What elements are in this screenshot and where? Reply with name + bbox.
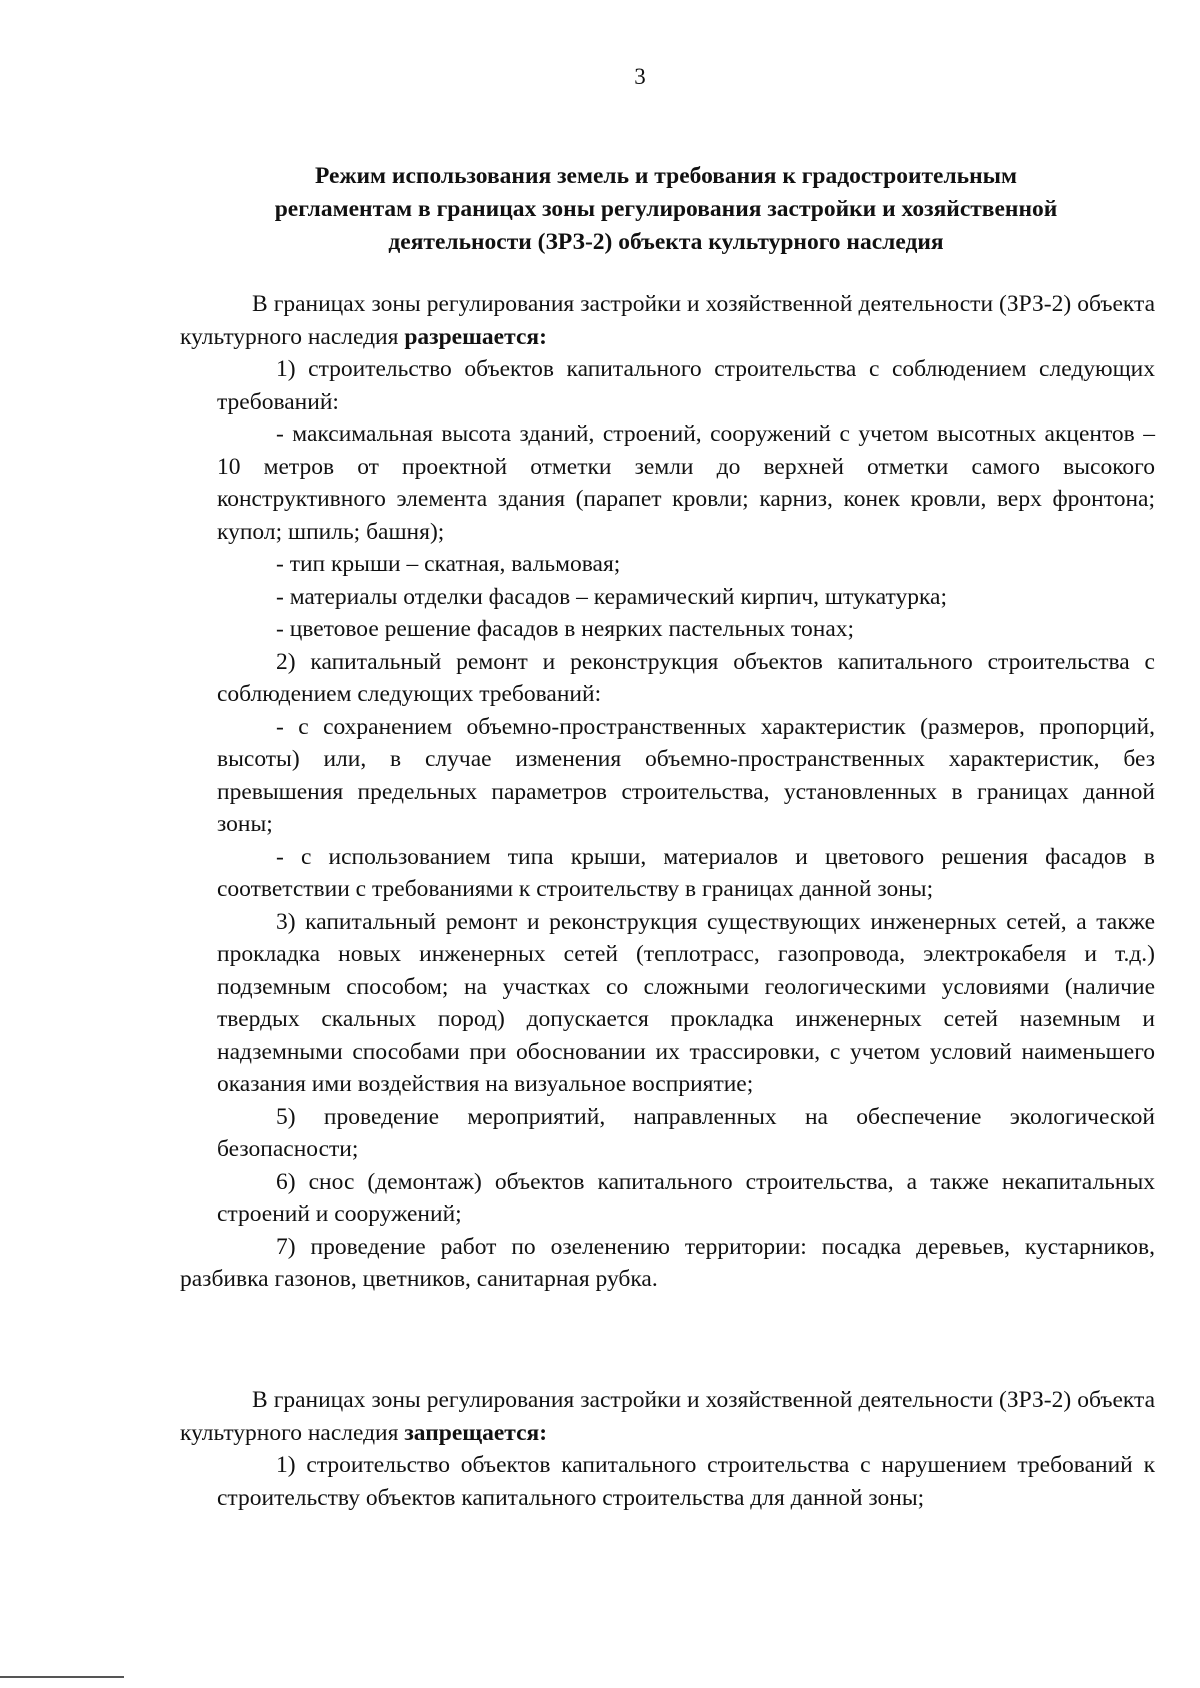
allowed-section xyxy=(180,288,1155,1296)
document-title xyxy=(196,160,1136,259)
forbidden-keyword: запрещается: xyxy=(404,1419,548,1446)
allowed-item-1-requirement-roof: - тип крыши – скатная, вальмовая; xyxy=(276,551,621,577)
allowed-item-2-requirement-volume: - с сохранением объемно-пространственных характеристик (размеров, пропорций, высоты) или, в случае изменения объемно-пространственных характеристик, без превышения предельных параметров строительства, установленных в границах данной зоны; xyxy=(217,713,1155,837)
allowed-item-2-requirement-roof-materials: - с использованием типа крыши, материалов и цветового решения фасадов в соответствии с требованиями к строительству в границах данной зоны; xyxy=(217,843,1155,902)
forbidden-intro-text: В границах зоны регулирования застройки и хозяйственной деятельности (ЗРЗ-2) объекта культурного наследия xyxy=(180,1387,1155,1446)
footer-divider xyxy=(0,1676,124,1678)
allowed-item-1-requirement-materials: - материалы отделки фасадов – керамический кирпич, штукатурка; xyxy=(276,583,948,610)
forbidden-section xyxy=(180,1384,1155,1514)
page-number: 3 xyxy=(634,64,646,89)
allowed-item-1-requirement-color: - цветовое решение фасадов в неярких пастельных тонах; xyxy=(276,616,855,642)
allowed-item-2: 2) капитальный ремонт и реконструкция объектов капитального строительства с соблюдением следующих требований: xyxy=(217,648,1155,707)
allowed-item-7: 7) проведение работ по озеленению территории: посадка деревьев, кустарников, разбивка газонов, цветников, санитарная рубка. xyxy=(180,1233,1155,1292)
title-line-2: регламентам в границах зоны регулирования застройки и хозяйственной xyxy=(274,196,1058,222)
allowed-intro-text: В границах зоны регулирования застройки и хозяйственной деятельности (ЗРЗ-2) объекта культурного наследия xyxy=(180,291,1155,350)
allowed-item-1: 1) строительство объектов капитального строительства с соблюдением следующих требований: xyxy=(217,356,1155,415)
allowed-item-1-requirement-height: - максимальная высота зданий, строений, сооружений с учетом высотных акцентов – 10 метров от проектной отметки земли до верхней отметки самого высокого конструктивного элемента здания (парапет кровли; карниз, конек кровли, верх фронтона; купол; шпиль; башня); xyxy=(217,421,1155,545)
allowed-keyword: разрешается: xyxy=(404,323,547,350)
forbidden-item-1: 1) строительство объектов капитального строительства с нарушением требований к строительству объектов капитального строительства для данной зоны; xyxy=(217,1452,1155,1511)
forbidden-intro-paragraph xyxy=(180,1384,1155,1449)
allowed-item-3: 3) капитальный ремонт и реконструкция существующих инженерных сетей, а также прокладка новых инженерных сетей (теплотрасс, газопровода, электрокабеля и т.д.) подземным способом; на участках со сложными геологическими условиями (наличие твердых скальных пород) допускается прокладка инженерных сетей наземным и надземными способами при обосновании их трассировки, с учетом условий наименьшего оказания ими воздействия на визуальное восприятие; xyxy=(217,908,1155,1097)
allowed-intro-paragraph xyxy=(180,288,1155,353)
title-line-1: Режим использования земель и требования к градостроительным xyxy=(315,163,1017,189)
allowed-item-5: 5) проведение мероприятий, направленных на обеспечение экологической безопасности; xyxy=(217,1103,1155,1162)
allowed-item-6: 6) снос (демонтаж) объектов капитального строительства, а также некапитальных строений и сооружений; xyxy=(217,1168,1155,1227)
title-line-3: деятельности (ЗРЗ-2) объекта культурного наследия xyxy=(388,229,944,255)
